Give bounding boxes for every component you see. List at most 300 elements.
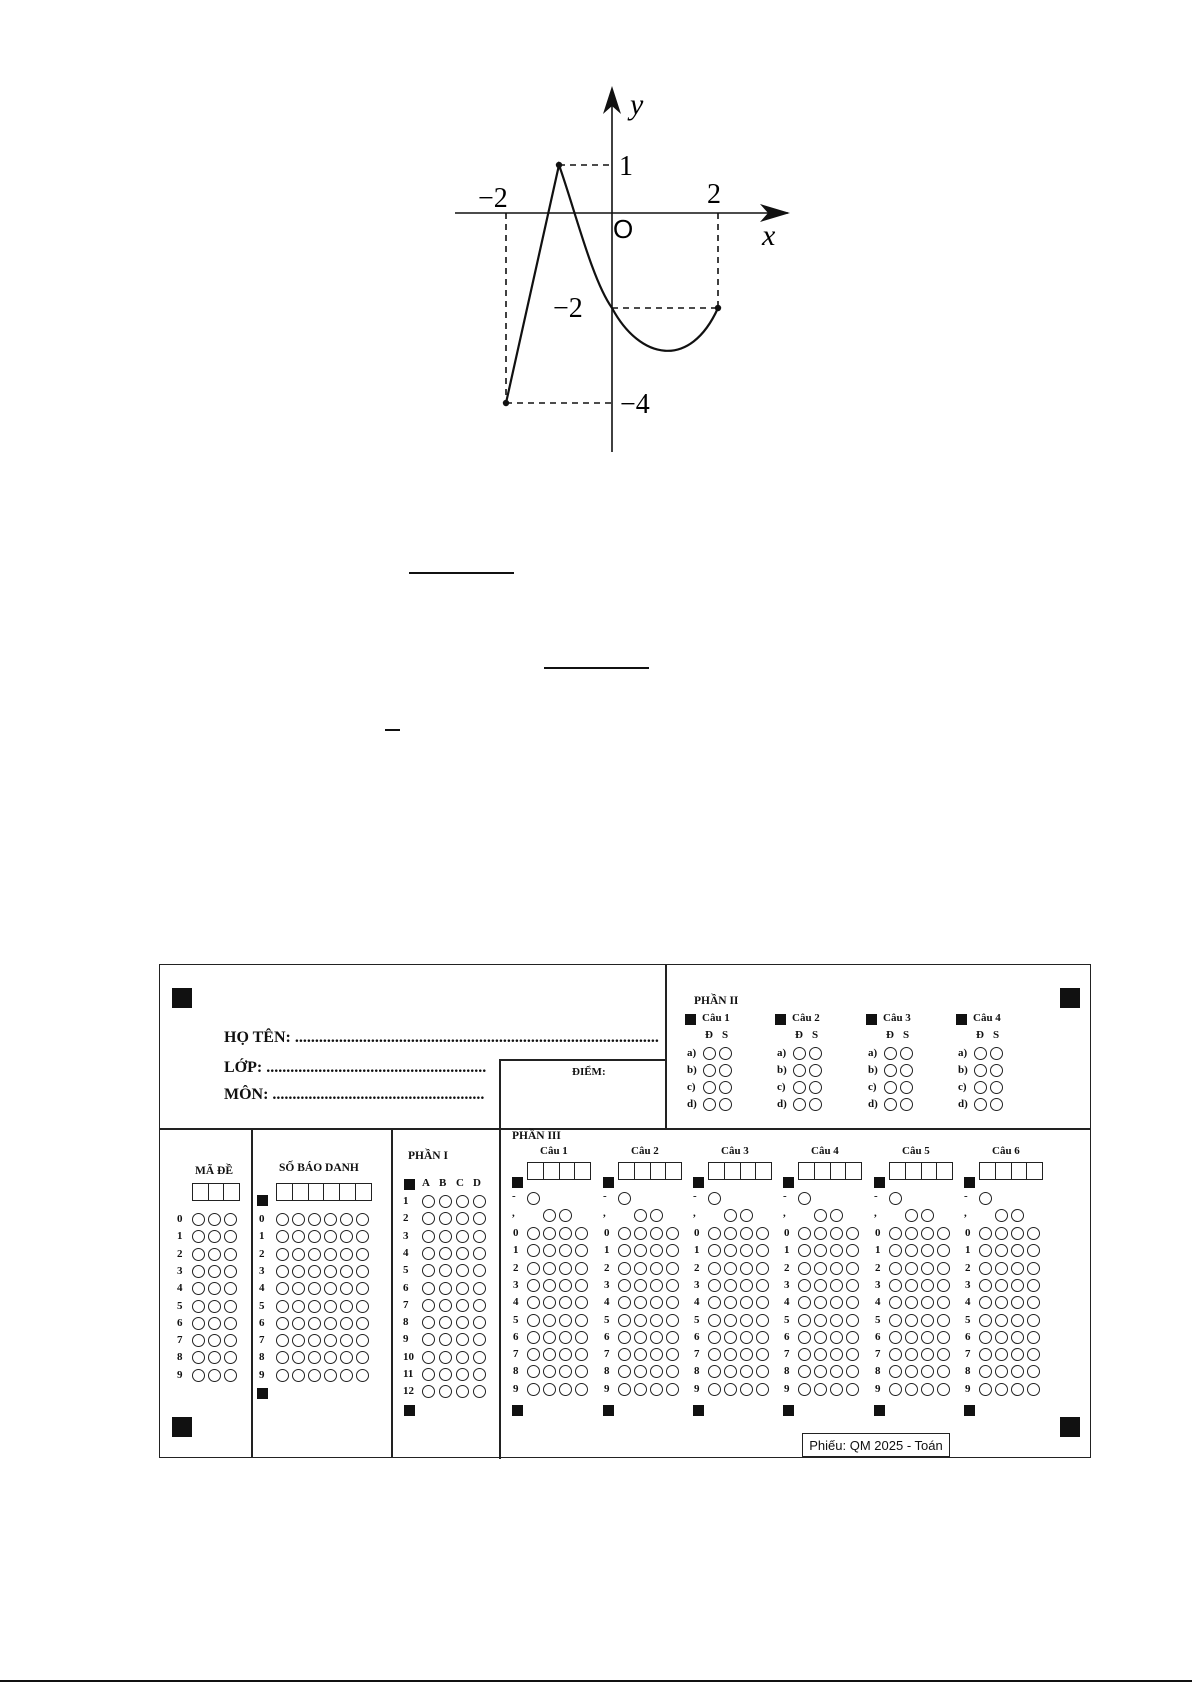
- answer-bubble[interactable]: [473, 1282, 486, 1295]
- answer-bubble[interactable]: [666, 1383, 679, 1396]
- answer-bubble[interactable]: [575, 1244, 588, 1257]
- answer-bubble[interactable]: [559, 1209, 572, 1222]
- answer-bubble[interactable]: [527, 1262, 540, 1275]
- answer-bubble[interactable]: [703, 1081, 716, 1094]
- answer-bubble[interactable]: [814, 1365, 827, 1378]
- answer-bubble[interactable]: [937, 1296, 950, 1309]
- answer-bubble[interactable]: [559, 1296, 572, 1309]
- answer-bubble[interactable]: [724, 1209, 737, 1222]
- answer-bubble[interactable]: [543, 1365, 556, 1378]
- answer-bubble[interactable]: [995, 1365, 1008, 1378]
- answer-bubble[interactable]: [340, 1317, 353, 1330]
- answer-bubble[interactable]: [724, 1383, 737, 1396]
- answer-bubble[interactable]: [666, 1365, 679, 1378]
- answer-bubble[interactable]: [830, 1314, 843, 1327]
- answer-bubble[interactable]: [276, 1265, 289, 1278]
- answer-bubble[interactable]: [719, 1064, 732, 1077]
- answer-bubble[interactable]: [208, 1213, 221, 1226]
- answer-bubble[interactable]: [1011, 1348, 1024, 1361]
- answer-bubble[interactable]: [708, 1383, 721, 1396]
- answer-bubble[interactable]: [724, 1279, 737, 1292]
- answer-bubble[interactable]: [740, 1262, 753, 1275]
- answer-bubble[interactable]: [884, 1064, 897, 1077]
- answer-bubble[interactable]: [756, 1348, 769, 1361]
- answer-bubble[interactable]: [324, 1248, 337, 1261]
- answer-bubble[interactable]: [356, 1265, 369, 1278]
- answer-bubble[interactable]: [340, 1230, 353, 1243]
- answer-bubble[interactable]: [921, 1348, 934, 1361]
- input-boxes[interactable]: [979, 1162, 1043, 1180]
- answer-bubble[interactable]: [456, 1282, 469, 1295]
- answer-bubble[interactable]: [650, 1383, 663, 1396]
- answer-bubble[interactable]: [979, 1365, 992, 1378]
- answer-bubble[interactable]: [422, 1333, 435, 1346]
- answer-bubble[interactable]: [356, 1282, 369, 1295]
- answer-bubble[interactable]: [324, 1369, 337, 1382]
- answer-bubble[interactable]: [208, 1369, 221, 1382]
- answer-bubble[interactable]: [937, 1331, 950, 1344]
- answer-bubble[interactable]: [422, 1247, 435, 1260]
- answer-bubble[interactable]: [559, 1331, 572, 1344]
- answer-bubble[interactable]: [995, 1244, 1008, 1257]
- answer-bubble[interactable]: [292, 1369, 305, 1382]
- answer-bubble[interactable]: [846, 1314, 859, 1327]
- answer-bubble[interactable]: [559, 1227, 572, 1240]
- answer-bubble[interactable]: [1011, 1314, 1024, 1327]
- answer-bubble[interactable]: [618, 1279, 631, 1292]
- answer-bubble[interactable]: [422, 1282, 435, 1295]
- answer-bubble[interactable]: [356, 1334, 369, 1347]
- answer-bubble[interactable]: [473, 1247, 486, 1260]
- answer-bubble[interactable]: [324, 1351, 337, 1364]
- answer-bubble[interactable]: [618, 1192, 631, 1205]
- answer-bubble[interactable]: [798, 1244, 811, 1257]
- class-field[interactable]: LỚP: .......................................................: [224, 1059, 487, 1076]
- answer-bubble[interactable]: [543, 1331, 556, 1344]
- answer-bubble[interactable]: [793, 1081, 806, 1094]
- answer-bubble[interactable]: [575, 1296, 588, 1309]
- answer-bubble[interactable]: [814, 1227, 827, 1240]
- answer-bubble[interactable]: [921, 1365, 934, 1378]
- answer-bubble[interactable]: [889, 1314, 902, 1327]
- answer-bubble[interactable]: [937, 1348, 950, 1361]
- answer-bubble[interactable]: [634, 1279, 647, 1292]
- answer-bubble[interactable]: [740, 1227, 753, 1240]
- input-boxes[interactable]: [276, 1183, 372, 1201]
- answer-bubble[interactable]: [995, 1262, 1008, 1275]
- answer-bubble[interactable]: [422, 1368, 435, 1381]
- answer-bubble[interactable]: [439, 1316, 452, 1329]
- answer-bubble[interactable]: [575, 1331, 588, 1344]
- answer-bubble[interactable]: [340, 1265, 353, 1278]
- answer-bubble[interactable]: [650, 1314, 663, 1327]
- answer-bubble[interactable]: [456, 1368, 469, 1381]
- answer-bubble[interactable]: [995, 1227, 1008, 1240]
- answer-bubble[interactable]: [439, 1385, 452, 1398]
- answer-bubble[interactable]: [921, 1262, 934, 1275]
- answer-bubble[interactable]: [650, 1262, 663, 1275]
- answer-bubble[interactable]: [192, 1248, 205, 1261]
- answer-bubble[interactable]: [618, 1262, 631, 1275]
- answer-bubble[interactable]: [921, 1383, 934, 1396]
- answer-bubble[interactable]: [439, 1212, 452, 1225]
- answer-bubble[interactable]: [846, 1279, 859, 1292]
- answer-bubble[interactable]: [1027, 1383, 1040, 1396]
- answer-bubble[interactable]: [324, 1230, 337, 1243]
- answer-bubble[interactable]: [276, 1213, 289, 1226]
- answer-bubble[interactable]: [995, 1348, 1008, 1361]
- answer-bubble[interactable]: [1027, 1296, 1040, 1309]
- answer-bubble[interactable]: [921, 1314, 934, 1327]
- answer-bubble[interactable]: [937, 1279, 950, 1292]
- answer-bubble[interactable]: [559, 1383, 572, 1396]
- answer-bubble[interactable]: [473, 1385, 486, 1398]
- answer-bubble[interactable]: [559, 1314, 572, 1327]
- answer-bubble[interactable]: [422, 1299, 435, 1312]
- answer-bubble[interactable]: [708, 1192, 721, 1205]
- answer-bubble[interactable]: [798, 1348, 811, 1361]
- answer-bubble[interactable]: [719, 1081, 732, 1094]
- answer-bubble[interactable]: [974, 1081, 987, 1094]
- answer-bubble[interactable]: [308, 1300, 321, 1313]
- answer-bubble[interactable]: [1011, 1262, 1024, 1275]
- answer-bubble[interactable]: [456, 1212, 469, 1225]
- answer-bubble[interactable]: [990, 1064, 1003, 1077]
- answer-bubble[interactable]: [666, 1331, 679, 1344]
- answer-bubble[interactable]: [527, 1244, 540, 1257]
- answer-bubble[interactable]: [192, 1265, 205, 1278]
- answer-bubble[interactable]: [618, 1227, 631, 1240]
- answer-bubble[interactable]: [830, 1348, 843, 1361]
- answer-bubble[interactable]: [456, 1247, 469, 1260]
- answer-bubble[interactable]: [543, 1262, 556, 1275]
- answer-bubble[interactable]: [276, 1248, 289, 1261]
- answer-bubble[interactable]: [439, 1230, 452, 1243]
- answer-bubble[interactable]: [208, 1265, 221, 1278]
- subject-field[interactable]: MÔN: .....................................................: [224, 1086, 485, 1103]
- answer-bubble[interactable]: [356, 1369, 369, 1382]
- answer-bubble[interactable]: [979, 1244, 992, 1257]
- answer-bubble[interactable]: [814, 1383, 827, 1396]
- answer-bubble[interactable]: [708, 1262, 721, 1275]
- answer-bubble[interactable]: [192, 1300, 205, 1313]
- answer-bubble[interactable]: [937, 1365, 950, 1378]
- answer-bubble[interactable]: [527, 1192, 540, 1205]
- answer-bubble[interactable]: [979, 1296, 992, 1309]
- answer-bubble[interactable]: [846, 1331, 859, 1344]
- answer-bubble[interactable]: [974, 1064, 987, 1077]
- input-boxes[interactable]: [798, 1162, 862, 1180]
- answer-bubble[interactable]: [559, 1365, 572, 1378]
- answer-bubble[interactable]: [724, 1296, 737, 1309]
- answer-bubble[interactable]: [527, 1365, 540, 1378]
- answer-bubble[interactable]: [439, 1351, 452, 1364]
- answer-bubble[interactable]: [884, 1098, 897, 1111]
- answer-bubble[interactable]: [798, 1192, 811, 1205]
- answer-bubble[interactable]: [889, 1348, 902, 1361]
- answer-bubble[interactable]: [575, 1383, 588, 1396]
- answer-bubble[interactable]: [439, 1333, 452, 1346]
- answer-bubble[interactable]: [324, 1213, 337, 1226]
- answer-bubble[interactable]: [889, 1279, 902, 1292]
- answer-bubble[interactable]: [276, 1351, 289, 1364]
- answer-bubble[interactable]: [1027, 1314, 1040, 1327]
- answer-bubble[interactable]: [356, 1300, 369, 1313]
- answer-bubble[interactable]: [1027, 1244, 1040, 1257]
- answer-bubble[interactable]: [937, 1227, 950, 1240]
- answer-bubble[interactable]: [456, 1333, 469, 1346]
- answer-bubble[interactable]: [1011, 1244, 1024, 1257]
- answer-bubble[interactable]: [439, 1299, 452, 1312]
- answer-bubble[interactable]: [708, 1314, 721, 1327]
- answer-bubble[interactable]: [618, 1296, 631, 1309]
- answer-bubble[interactable]: [1027, 1331, 1040, 1344]
- answer-bubble[interactable]: [756, 1331, 769, 1344]
- answer-bubble[interactable]: [703, 1064, 716, 1077]
- answer-bubble[interactable]: [456, 1299, 469, 1312]
- answer-bubble[interactable]: [292, 1248, 305, 1261]
- answer-bubble[interactable]: [324, 1317, 337, 1330]
- answer-bubble[interactable]: [224, 1230, 237, 1243]
- answer-bubble[interactable]: [740, 1383, 753, 1396]
- answer-bubble[interactable]: [830, 1244, 843, 1257]
- answer-bubble[interactable]: [740, 1279, 753, 1292]
- answer-bubble[interactable]: [439, 1264, 452, 1277]
- answer-bubble[interactable]: [921, 1244, 934, 1257]
- answer-bubble[interactable]: [292, 1282, 305, 1295]
- answer-bubble[interactable]: [740, 1244, 753, 1257]
- answer-bubble[interactable]: [340, 1248, 353, 1261]
- answer-bubble[interactable]: [575, 1262, 588, 1275]
- answer-bubble[interactable]: [724, 1348, 737, 1361]
- input-boxes[interactable]: [889, 1162, 953, 1180]
- answer-bubble[interactable]: [439, 1368, 452, 1381]
- answer-bubble[interactable]: [708, 1348, 721, 1361]
- answer-bubble[interactable]: [1011, 1383, 1024, 1396]
- answer-bubble[interactable]: [473, 1368, 486, 1381]
- answer-bubble[interactable]: [634, 1331, 647, 1344]
- answer-bubble[interactable]: [618, 1383, 631, 1396]
- answer-bubble[interactable]: [740, 1314, 753, 1327]
- answer-bubble[interactable]: [527, 1314, 540, 1327]
- answer-bubble[interactable]: [439, 1247, 452, 1260]
- answer-bubble[interactable]: [809, 1081, 822, 1094]
- answer-bubble[interactable]: [439, 1195, 452, 1208]
- answer-bubble[interactable]: [708, 1365, 721, 1378]
- answer-bubble[interactable]: [937, 1383, 950, 1396]
- answer-bubble[interactable]: [276, 1334, 289, 1347]
- answer-bubble[interactable]: [456, 1230, 469, 1243]
- input-boxes[interactable]: [708, 1162, 772, 1180]
- answer-bubble[interactable]: [905, 1365, 918, 1378]
- answer-bubble[interactable]: [889, 1244, 902, 1257]
- answer-bubble[interactable]: [650, 1279, 663, 1292]
- answer-bubble[interactable]: [340, 1351, 353, 1364]
- answer-bubble[interactable]: [276, 1317, 289, 1330]
- input-boxes[interactable]: [527, 1162, 591, 1180]
- answer-bubble[interactable]: [884, 1081, 897, 1094]
- answer-bubble[interactable]: [889, 1331, 902, 1344]
- answer-bubble[interactable]: [559, 1348, 572, 1361]
- answer-bubble[interactable]: [543, 1383, 556, 1396]
- answer-bubble[interactable]: [292, 1334, 305, 1347]
- answer-bubble[interactable]: [798, 1227, 811, 1240]
- answer-bubble[interactable]: [192, 1213, 205, 1226]
- answer-bubble[interactable]: [634, 1262, 647, 1275]
- answer-bubble[interactable]: [1027, 1279, 1040, 1292]
- answer-bubble[interactable]: [224, 1248, 237, 1261]
- answer-bubble[interactable]: [846, 1296, 859, 1309]
- answer-bubble[interactable]: [324, 1300, 337, 1313]
- answer-bubble[interactable]: [889, 1383, 902, 1396]
- answer-bubble[interactable]: [422, 1316, 435, 1329]
- answer-bubble[interactable]: [798, 1365, 811, 1378]
- answer-bubble[interactable]: [224, 1369, 237, 1382]
- answer-bubble[interactable]: [543, 1244, 556, 1257]
- answer-bubble[interactable]: [921, 1279, 934, 1292]
- answer-bubble[interactable]: [308, 1369, 321, 1382]
- answer-bubble[interactable]: [666, 1262, 679, 1275]
- answer-bubble[interactable]: [456, 1264, 469, 1277]
- answer-bubble[interactable]: [740, 1296, 753, 1309]
- answer-bubble[interactable]: [814, 1296, 827, 1309]
- answer-bubble[interactable]: [666, 1227, 679, 1240]
- answer-bubble[interactable]: [974, 1047, 987, 1060]
- answer-bubble[interactable]: [1011, 1279, 1024, 1292]
- answer-bubble[interactable]: [192, 1317, 205, 1330]
- answer-bubble[interactable]: [708, 1296, 721, 1309]
- answer-bubble[interactable]: [937, 1262, 950, 1275]
- answer-bubble[interactable]: [905, 1348, 918, 1361]
- answer-bubble[interactable]: [995, 1314, 1008, 1327]
- answer-bubble[interactable]: [921, 1227, 934, 1240]
- answer-bubble[interactable]: [340, 1282, 353, 1295]
- answer-bubble[interactable]: [650, 1365, 663, 1378]
- answer-bubble[interactable]: [979, 1279, 992, 1292]
- answer-bubble[interactable]: [618, 1348, 631, 1361]
- answer-bubble[interactable]: [814, 1209, 827, 1222]
- answer-bubble[interactable]: [905, 1262, 918, 1275]
- answer-bubble[interactable]: [276, 1369, 289, 1382]
- answer-bubble[interactable]: [324, 1282, 337, 1295]
- answer-bubble[interactable]: [905, 1244, 918, 1257]
- answer-bubble[interactable]: [276, 1282, 289, 1295]
- answer-bubble[interactable]: [224, 1351, 237, 1364]
- answer-bubble[interactable]: [708, 1331, 721, 1344]
- answer-bubble[interactable]: [650, 1227, 663, 1240]
- answer-bubble[interactable]: [208, 1317, 221, 1330]
- answer-bubble[interactable]: [995, 1209, 1008, 1222]
- answer-bubble[interactable]: [990, 1081, 1003, 1094]
- answer-bubble[interactable]: [473, 1316, 486, 1329]
- answer-bubble[interactable]: [292, 1317, 305, 1330]
- answer-bubble[interactable]: [724, 1331, 737, 1344]
- answer-bubble[interactable]: [703, 1047, 716, 1060]
- answer-bubble[interactable]: [889, 1192, 902, 1205]
- answer-bubble[interactable]: [708, 1244, 721, 1257]
- answer-bubble[interactable]: [830, 1296, 843, 1309]
- answer-bubble[interactable]: [756, 1383, 769, 1396]
- answer-bubble[interactable]: [756, 1262, 769, 1275]
- answer-bubble[interactable]: [1011, 1331, 1024, 1344]
- answer-bubble[interactable]: [543, 1314, 556, 1327]
- answer-bubble[interactable]: [846, 1227, 859, 1240]
- answer-bubble[interactable]: [708, 1279, 721, 1292]
- answer-bubble[interactable]: [1027, 1365, 1040, 1378]
- input-boxes[interactable]: [192, 1183, 240, 1201]
- answer-bubble[interactable]: [208, 1282, 221, 1295]
- answer-bubble[interactable]: [979, 1314, 992, 1327]
- answer-bubble[interactable]: [575, 1227, 588, 1240]
- answer-bubble[interactable]: [340, 1300, 353, 1313]
- answer-bubble[interactable]: [650, 1331, 663, 1344]
- answer-bubble[interactable]: [422, 1351, 435, 1364]
- answer-bubble[interactable]: [756, 1227, 769, 1240]
- answer-bubble[interactable]: [889, 1365, 902, 1378]
- answer-bubble[interactable]: [224, 1265, 237, 1278]
- answer-bubble[interactable]: [308, 1230, 321, 1243]
- answer-bubble[interactable]: [724, 1244, 737, 1257]
- answer-bubble[interactable]: [666, 1314, 679, 1327]
- answer-bubble[interactable]: [634, 1244, 647, 1257]
- answer-bubble[interactable]: [703, 1098, 716, 1111]
- answer-bubble[interactable]: [830, 1331, 843, 1344]
- answer-bubble[interactable]: [192, 1334, 205, 1347]
- answer-bubble[interactable]: [900, 1098, 913, 1111]
- answer-bubble[interactable]: [650, 1296, 663, 1309]
- answer-bubble[interactable]: [1027, 1227, 1040, 1240]
- answer-bubble[interactable]: [308, 1351, 321, 1364]
- answer-bubble[interactable]: [798, 1383, 811, 1396]
- answer-bubble[interactable]: [308, 1334, 321, 1347]
- answer-bubble[interactable]: [543, 1209, 556, 1222]
- answer-bubble[interactable]: [798, 1314, 811, 1327]
- answer-bubble[interactable]: [846, 1244, 859, 1257]
- answer-bubble[interactable]: [292, 1300, 305, 1313]
- answer-bubble[interactable]: [740, 1209, 753, 1222]
- answer-bubble[interactable]: [809, 1064, 822, 1077]
- answer-bubble[interactable]: [456, 1316, 469, 1329]
- answer-bubble[interactable]: [921, 1331, 934, 1344]
- answer-bubble[interactable]: [814, 1348, 827, 1361]
- answer-bubble[interactable]: [990, 1047, 1003, 1060]
- answer-bubble[interactable]: [905, 1279, 918, 1292]
- answer-bubble[interactable]: [634, 1209, 647, 1222]
- answer-bubble[interactable]: [905, 1314, 918, 1327]
- answer-bubble[interactable]: [900, 1081, 913, 1094]
- answer-bubble[interactable]: [798, 1296, 811, 1309]
- answer-bubble[interactable]: [650, 1348, 663, 1361]
- answer-bubble[interactable]: [846, 1383, 859, 1396]
- answer-bubble[interactable]: [921, 1209, 934, 1222]
- answer-bubble[interactable]: [724, 1262, 737, 1275]
- answer-bubble[interactable]: [224, 1300, 237, 1313]
- answer-bubble[interactable]: [793, 1064, 806, 1077]
- answer-bubble[interactable]: [740, 1331, 753, 1344]
- answer-bubble[interactable]: [276, 1230, 289, 1243]
- answer-bubble[interactable]: [830, 1383, 843, 1396]
- answer-bubble[interactable]: [798, 1331, 811, 1344]
- answer-bubble[interactable]: [527, 1348, 540, 1361]
- answer-bubble[interactable]: [756, 1365, 769, 1378]
- answer-bubble[interactable]: [995, 1383, 1008, 1396]
- answer-bubble[interactable]: [979, 1227, 992, 1240]
- answer-bubble[interactable]: [308, 1213, 321, 1226]
- answer-bubble[interactable]: [1011, 1227, 1024, 1240]
- answer-bubble[interactable]: [618, 1365, 631, 1378]
- answer-bubble[interactable]: [324, 1265, 337, 1278]
- answer-bubble[interactable]: [814, 1314, 827, 1327]
